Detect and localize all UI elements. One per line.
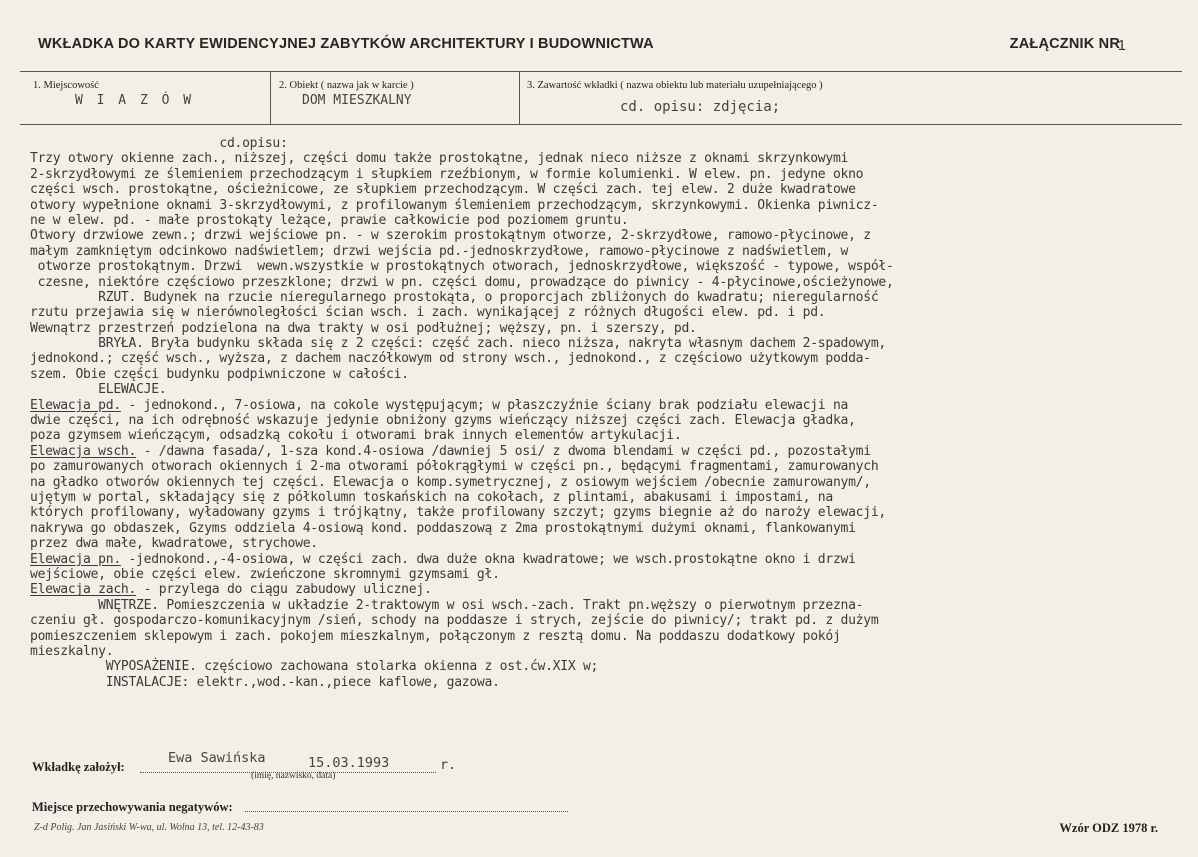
- section-heading: Elewacja zach.: [30, 582, 137, 598]
- text-segment: -jednokond.,-4-osiowa, w części zach. dwa duże okna kwadratowe; we wsch.prostokątne okno i drzwi: [120, 551, 856, 567]
- attachment-number: 1: [1117, 37, 1126, 54]
- text-line: [30, 290, 1190, 305]
- text-line: [30, 505, 1190, 520]
- form-id: Wzór ODZ 1978 r.: [1059, 821, 1158, 835]
- text-segment: czeniu gł. gospodarczo-komunikacyjnym /sień, schody na poddasze i strych, zejście do piwnicy/; trakt pd. z dużym: [30, 613, 879, 629]
- text-line: [30, 259, 1190, 274]
- text-line: [30, 167, 1190, 182]
- created-date: 15.03.1993: [308, 755, 390, 771]
- text-segment: WYPOSAŻENIE. częściowo zachowana stolarka okienna z ost.ćw.XIX w;: [30, 659, 599, 675]
- text-segment: ne w elew. pd. - małe prostokąty leżące, prawie całkowicie pod poziomem gruntu.: [30, 212, 629, 228]
- text-line: [30, 228, 1190, 243]
- text-segment: jednokond.; część wsch., wyższa, z dachem naczółkowym od strony wsch., jednokond., z częściowo użytkowym podda-: [30, 351, 871, 367]
- text-segment: cd.opisu:: [30, 136, 288, 151]
- text-segment: szem. Obie części budynku podpiwniczone w całości.: [30, 366, 409, 382]
- text-line: [30, 552, 1190, 567]
- text-segment: INSTALACJE: elektr.,wod.-kan.,piece kaflowe, gazowa.: [30, 674, 500, 690]
- text-line: [30, 644, 1190, 659]
- text-line: [30, 567, 1190, 582]
- text-line: [30, 598, 1190, 613]
- text-segment: poza gzymsem wieńczącym, odsadzką cokołu i otworami brak innych elementów artykulacji.: [30, 428, 682, 444]
- text-segment: rzutu przejawia się w nierównoległości ścian wsch. i zach. wynikającej z różnych długości elew. pd. i pd.: [30, 305, 826, 321]
- text-segment: WNĘTRZE. Pomieszczenia w układzie 2-traktowym w osi wsch.-zach. Trakt pn.węższy o pierwotnym przezna-: [30, 597, 864, 613]
- text-segment: Otwory drzwiowe zewn.; drzwi wejściowe pn. - w szerokim prostokątnym otworze, 2-skrzydłowe, ramowo-płycinowe, z: [30, 228, 871, 244]
- content-label: 3. Zawartość wkładki ( nazwa obiektu lub materiału uzupełniającego ): [527, 80, 823, 91]
- text-segment: otwory wypełnione oknami 3-skrzydłowymi, z profilowanym ślemieniem przechodzącym, skrzynkowymi. Okienka piwnicz-: [30, 197, 879, 213]
- text-line: [30, 521, 1190, 536]
- negatives-label: Miejsce przechowywania negatywów:: [32, 800, 233, 814]
- negatives-dotted-line: [245, 811, 568, 812]
- text-line: [30, 459, 1190, 474]
- text-line: [30, 275, 1190, 290]
- text-line: [30, 675, 1190, 690]
- text-segment: Trzy otwory okienne zach., niższej, części domu także prostokątne, jednak nieco niższe z oknami skrzynkowymi: [30, 151, 849, 167]
- form-title: WKŁADKA DO KARTY EWIDENCYJNEJ ZABYTKÓW ARCHITEKTURY I BUDOWNICTWA: [38, 36, 654, 52]
- text-line: [30, 136, 1190, 151]
- text-line: [30, 413, 1190, 428]
- text-line: [30, 582, 1190, 597]
- text-line: [30, 490, 1190, 505]
- section-heading: Elewacja pn.: [30, 551, 121, 567]
- text-line: [30, 151, 1190, 166]
- created-by-label: Wkładkę założył:: [32, 760, 125, 774]
- text-segment: ELEWACJE.: [30, 382, 167, 398]
- content-value: cd. opisu: zdjęcia;: [620, 99, 781, 115]
- text-segment: otworze prostokątnym. Drzwi wewn.wszystkie w prostokątnych otworach, jednoskrzydłowe, większość - typowe, współ-: [30, 259, 894, 275]
- text-segment: czesne, niektóre częściowo przeszklone; drzwi w pn. części domu, prowadzące do piwnicy - 4-płycinowe,ościeżynowe,: [30, 274, 894, 290]
- object-value: DOM MIESZKALNY: [302, 93, 412, 108]
- header-rule-top: [20, 71, 1182, 72]
- text-line: [30, 336, 1190, 351]
- text-segment: ujętym w portal, składający się z półkolumn toskańskich na cokołach, z plintami, abakusami i impostami, na: [30, 489, 833, 505]
- text-line: [30, 182, 1190, 197]
- text-segment: nakrywa go obdaszek, Gzyms oddziela 4-osiową kond. poddaszową z 2ma prostokątnymi dużymi oknami, flankowanymi: [30, 520, 856, 536]
- text-line: [30, 629, 1190, 644]
- text-line: [30, 367, 1190, 382]
- text-line: [30, 382, 1190, 397]
- created-hint: (imię, nazwisko, data): [251, 771, 336, 781]
- text-line: [30, 444, 1190, 459]
- header-rule-bottom: [20, 124, 1182, 125]
- printer-info: Z-d Polig. Jan Jasiński W-wa, ul. Wolna 13, tel. 12-43-83: [34, 822, 264, 833]
- text-segment: na gładko otworów okiennych tej części. Elewacja o komp.symetrycznej, z osiowym wejściem /obecnie zamurowanym/,: [30, 474, 871, 490]
- text-line: [30, 613, 1190, 628]
- text-segment: BRYŁA. Bryła budynku składa się z 2 części: część zach. nieco niższa, nakryta własnym dachem 2-spadowym,: [30, 336, 886, 352]
- text-segment: - przylega do ciągu zabudowy ulicznej.: [136, 582, 432, 598]
- text-segment: po zamurowanych otworach okiennych i 2-ma otworami półokrągłymi w części pn., będącymi fragmentami, zamurowanych: [30, 459, 879, 475]
- attachment-label: ZAŁĄCZNIK NR: [1009, 36, 1120, 52]
- text-segment: małym zamkniętym odcinkowo nadświetlem; drzwi wejścia pd.-jednoskrzydłowe, ramowo-płycinowe z nadświetlem, w: [30, 243, 849, 259]
- object-label: 2. Obiekt ( nazwa jak w karcie ): [279, 80, 414, 91]
- created-suffix: r.: [440, 757, 457, 773]
- text-line: [30, 351, 1190, 366]
- text-line: [30, 428, 1190, 443]
- text-segment: przez dwa małe, kwadratowe, strychowe.: [30, 536, 318, 552]
- section-heading: Elewacja pd.: [30, 397, 121, 413]
- text-line: [30, 198, 1190, 213]
- cell-divider-1: [270, 72, 271, 124]
- text-line: [30, 398, 1190, 413]
- text-segment: - /dawna fasada/, 1-sza kond.4-osiowa /dawniej 5 osi/ z dwoma blendami w części pd., pozostałymi: [136, 443, 871, 459]
- text-line: [30, 321, 1190, 336]
- text-segment: których profilowany, wyładowany gzyms i trójkątny, także profilowany szczyt; gzyms biegnie aż do naroży elewacji,: [30, 505, 886, 521]
- text-line: [30, 536, 1190, 551]
- created-by-name: Ewa Sawińska: [168, 750, 266, 766]
- text-line: [30, 305, 1190, 320]
- text-line: [30, 659, 1190, 674]
- cell-divider-2: [519, 72, 520, 124]
- locality-label: 1. Miejscowość: [33, 80, 99, 91]
- text-line: [30, 213, 1190, 228]
- text-line: [30, 244, 1190, 259]
- text-segment: części wsch. prostokątne, ościeżnicowe, ze słupkiem przechodzącym. W części zach. tej elew. 2 duże kwadratowe: [30, 182, 856, 198]
- typed-description: [30, 136, 1190, 690]
- text-segment: pomieszczeniem sklepowym i zach. pokojem mieszkalnym, połączonym z resztą domu. Na poddaszu dodatkowy pokój: [30, 628, 841, 644]
- section-heading: Elewacja wsch.: [30, 443, 137, 459]
- locality-value: W I A Z Ó W: [75, 93, 195, 108]
- text-segment: 2-skrzydłowymi ze ślemieniem przechodzącym i słupkiem rzeźbionym, w formie kolumienki. W elew. pn. jedyne okno: [30, 166, 864, 182]
- text-line: [30, 475, 1190, 490]
- text-segment: mieszkalny.: [30, 643, 114, 659]
- text-segment: - jednokond., 7-osiowa, na cokole występującym; w płaszczyźnie ściany brak podziału elewacji na: [120, 397, 849, 413]
- text-segment: RZUT. Budynek na rzucie nieregularnego prostokąta, o proporcjach zbliżonych do kwadratu; nieregularność: [30, 289, 879, 305]
- text-segment: wejściowe, obie części elew. zwieńczone skromnymi gzymsami gł.: [30, 566, 500, 582]
- text-segment: dwie części, na ich odrębność wskazuje jedynie obniżony gzyms wieńczący niższej części zach. Elewacja gładka,: [30, 413, 856, 429]
- text-segment: Wewnątrz przestrzeń podzielona na dwa trakty w osi podłużnej; węższy, pn. i szerszy, pd.: [30, 320, 697, 336]
